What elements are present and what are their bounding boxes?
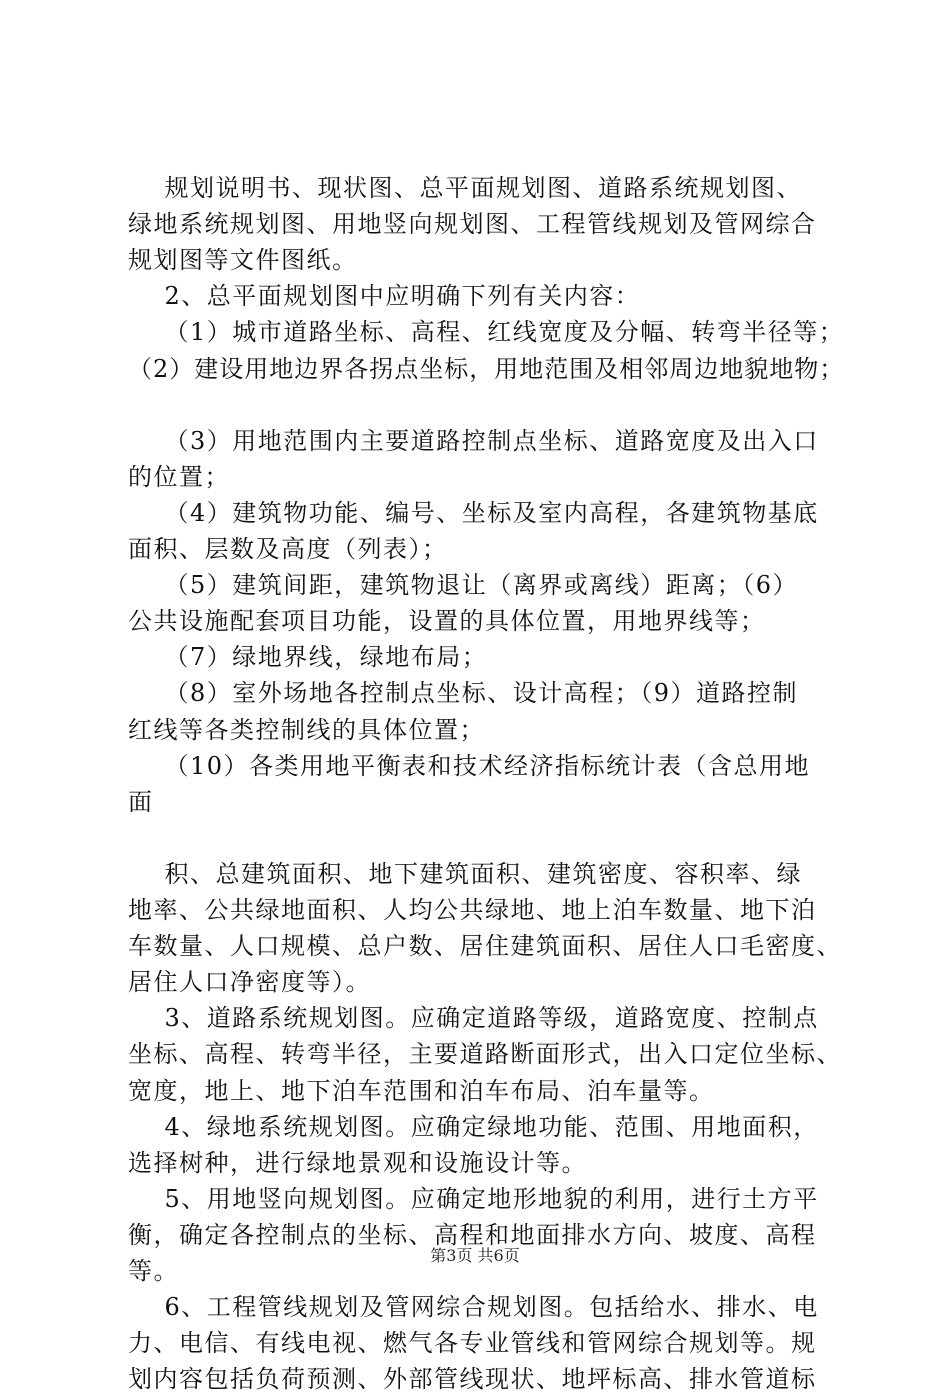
text-line: 力、电信、有线电视、燃气各专业管线和管网综合规划等。规 xyxy=(128,1329,817,1358)
text-line: 坐标、高程、转弯半径，主要道路断面形式，出入口定位坐标、 xyxy=(128,1040,842,1069)
text-line: 绿地系统规划图、用地竖向规划图、工程管线规划及管网综合 xyxy=(128,210,817,239)
text-line: （10）各类用地平衡表和技术经济指标统计表（含总用地 xyxy=(128,751,811,780)
text-line: 规划图等文件图纸。 xyxy=(128,246,358,275)
text-line: 公共设施配套项目功能，设置的具体位置，用地界线等； xyxy=(128,607,766,636)
text-line: 6、工程管线规划及管网综合规划图。包括给水、排水、电 xyxy=(128,1293,819,1322)
text-line: （7）绿地界线，绿地布局； xyxy=(128,643,488,672)
text-line: （2）建设用地边界各拐点坐标，用地范围及相邻周边地貌地物； xyxy=(128,354,845,383)
text-line: 等。 xyxy=(128,1257,179,1285)
text-line: 规划说明书、现状图、总平面规划图、道路系统规划图、 xyxy=(128,174,803,202)
text-line: 面积、层数及高度（列表）； xyxy=(128,535,448,563)
text-line: 地率、公共绿地面积、人均公共绿地、地上泊车数量、地下泊 xyxy=(128,896,817,924)
text-line: 2、总平面规划图中应明确下列有关内容： xyxy=(128,282,641,311)
text-line: 衡，确定各控制点的坐标、高程和地面排水方向、坡度、高程 xyxy=(128,1220,817,1249)
text-line: 红线等各类控制线的具体位置； xyxy=(128,715,485,744)
text-line: （3）用地范围内主要道路控制点坐标、道路宽度及出入口 xyxy=(128,426,819,455)
text-line: （8）室外场地各控制点坐标、设计高程；（9）道路控制 xyxy=(128,679,799,708)
text-line: （5）建筑间距，建筑物退让（离界或离线）距离；（6） xyxy=(128,571,799,600)
text-line: 4、绿地系统规划图。应确定绿地功能、范围、用地面积， xyxy=(128,1112,819,1141)
text-line: 5、用地竖向规划图。应确定地形地貌的利用，进行土方平 xyxy=(128,1184,819,1213)
text-line: 划内容包括负荷预测、外部管线现状、地坪标高、排水管道标 xyxy=(128,1365,817,1394)
text-line: 3、道路系统规划图。应确定道路等级，道路宽度、控制点 xyxy=(128,1004,819,1033)
text-line: （1）城市道路坐标、高程、红线宽度及分幅、转弯半径等； xyxy=(128,318,845,347)
text-line: （4）建筑物功能、编号、坐标及室内高程，各建筑物基底 xyxy=(128,498,819,527)
text-line: 车数量、人口规模、总户数、居住建筑面积、居住人口毛密度、 xyxy=(128,932,842,961)
text-line: 的位置； xyxy=(128,462,230,491)
text-line: 积、总建筑面积、地下建筑面积、建筑密度、容积率、绿 xyxy=(128,859,803,888)
text-line: 居住人口净密度等）。 xyxy=(128,968,371,997)
text-line: 宽度，地上、地下泊车范围和泊车布局、泊车量等。 xyxy=(128,1076,715,1105)
text-line: 面 xyxy=(128,787,154,816)
page-footer: 第3页 共6页 xyxy=(430,1246,520,1265)
text-line: 选择树种，进行绿地景观和设施设计等。 xyxy=(128,1148,587,1177)
